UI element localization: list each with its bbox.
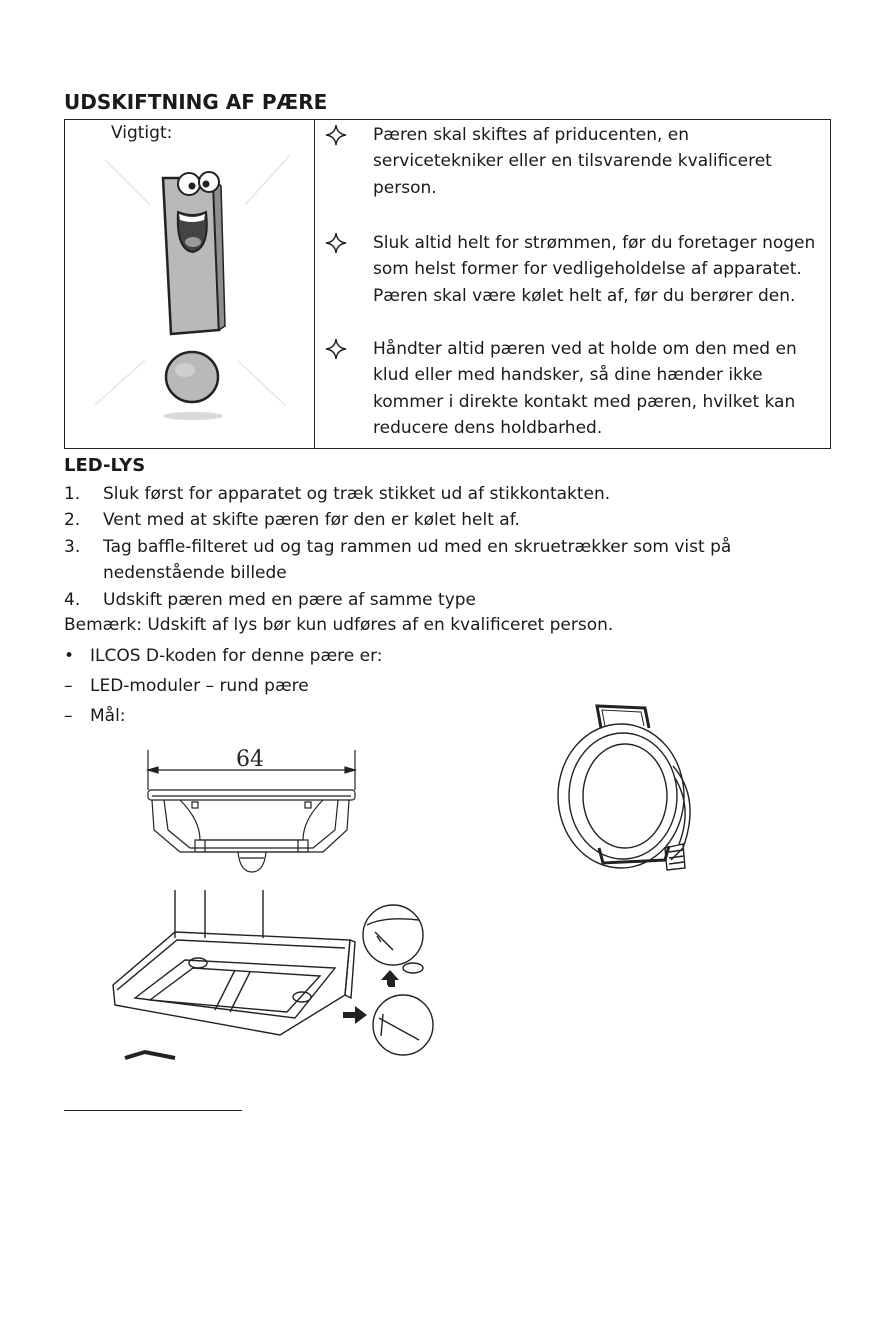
sub-bullet — [64, 673, 309, 699]
list-item — [64, 507, 824, 533]
step-number: 1. — [64, 484, 81, 504]
warning-item — [325, 122, 824, 201]
led-section-title: LED-LYS — [64, 455, 146, 476]
warning-label: Vigtigt: — [111, 123, 173, 143]
warning-item — [325, 230, 824, 309]
bullet-mark: • — [64, 646, 75, 666]
list-item — [64, 481, 824, 507]
warning-item-text: Sluk altid helt for strømmen, før du foretager nogen som helst former for vedligeholdelse af apparatet. Pæren skal være kølet helt af, før du berører den. — [373, 233, 816, 306]
led-steps-list — [64, 481, 824, 613]
note-text: Bemærk: Udskift af lys bør kun udføres af en kvalificeret person. — [64, 615, 614, 635]
ilcos-bullet — [64, 643, 383, 669]
dash-mark: – — [64, 676, 73, 696]
step-text: Udskift pæren med en pære af samme type — [103, 589, 477, 610]
bullet-text: LED-moduler – rund pære — [90, 676, 309, 696]
warning-text-cell — [315, 120, 830, 448]
warning-item — [325, 336, 824, 442]
bullet-text: ILCOS D-koden for denne pære er: — [90, 646, 383, 666]
step-text: Tag baffle-filteret ud og tag rammen ud med en skruetrækker som vist på nedenstående billede — [103, 536, 732, 584]
led-dimension-drawing — [140, 740, 370, 880]
warning-illustration-cell — [65, 120, 315, 448]
dimension-label: 64 — [236, 747, 264, 772]
warning-item-text: Pæren skal skiftes af priducenten, en servicetekniker eller en tilsvarende kvalificeret person. — [373, 125, 772, 198]
bullet-text: Mål: — [90, 706, 126, 726]
list-item — [64, 534, 824, 587]
step-text: Vent med at skifte pæren før den er kølet helt af. — [103, 510, 520, 531]
round-led-downlight-drawing — [553, 698, 703, 880]
sub-bullet — [64, 703, 126, 729]
dash-mark: – — [64, 706, 73, 726]
hood-removal-illustration — [105, 890, 440, 1060]
step-text: Sluk først for apparatet og træk stikket ud af stikkontakten. — [103, 484, 611, 504]
warning-box — [64, 119, 831, 449]
step-number: 3. — [64, 536, 81, 557]
list-item — [64, 587, 824, 613]
step-number: 2. — [64, 510, 81, 531]
section-heading: UDSKIFTNING AF PÆRE — [64, 90, 328, 114]
exclamation-mascot-icon — [65, 120, 315, 450]
four-point-star-icon — [325, 232, 347, 254]
footnote-divider — [64, 1110, 242, 1111]
warning-item-text: Håndter altid pæren ved at holde om den med en klud eller med handsker, så dine hænder ikke kommer i direkte kontakt med pæren, hvilket kan reducere dens holdbarhed. — [373, 339, 797, 439]
four-point-star-icon — [325, 338, 347, 360]
four-point-star-icon — [325, 124, 347, 146]
step-number: 4. — [64, 589, 81, 610]
